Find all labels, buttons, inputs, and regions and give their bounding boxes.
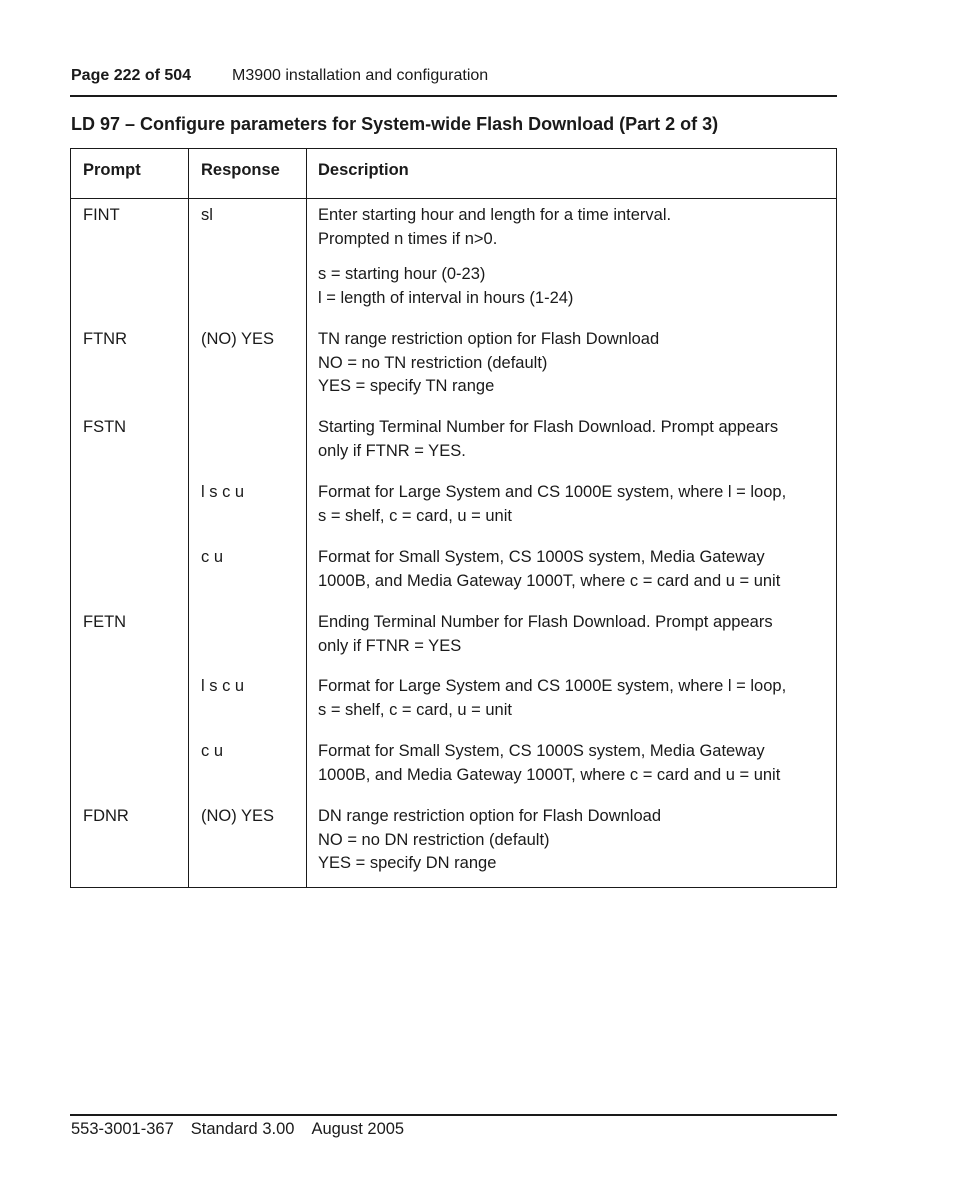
description-line: 1000B, and Media Gateway 1000T, where c = card and u = unit [318,765,781,784]
description-line: s = shelf, c = card, u = unit [318,506,512,525]
table-title: LD 97 – Configure parameters for System-wide Flash Download (Part 2 of 3) [71,114,719,134]
row-response: l s c u [201,483,245,501]
row-description [318,204,671,251]
row-description [318,416,778,463]
column-header-description: Description [318,161,409,179]
description-line: only if FTNR = YES [318,636,462,655]
row-prompt: FINT [83,206,120,224]
row-description [318,611,773,658]
description-line: Format for Small System, CS 1000S system, Media Gateway [318,548,765,566]
row-response: (NO) YES [201,807,275,825]
row-response: c u [201,548,224,566]
column-header-response: Response [201,161,280,179]
footer-divider [70,1114,837,1116]
column-header-prompt: Prompt [83,161,141,179]
description-line: Format for Small System, CS 1000S system, Media Gateway [318,742,765,760]
description-line: DN range restriction option for Flash Download [318,807,661,825]
row-response: c u [201,742,224,760]
description-line: only if FTNR = YES. [318,441,466,460]
row-prompt: FDNR [83,807,129,825]
description-line: YES = specify DN range [318,854,497,872]
row-prompt: FSTN [83,418,127,436]
publication-date: August 2005 [311,1120,405,1138]
row-response: (NO) YES [201,330,275,348]
row-description [318,546,780,593]
description-line: TN range restriction option for Flash Download [318,330,660,348]
description-line: YES = specify TN range [318,377,495,395]
page-footer [71,1118,421,1140]
document-title: M3900 installation and configuration [232,67,489,84]
parameters-table [70,148,837,888]
row-description [318,805,661,876]
document-number: 553-3001-367 [71,1120,174,1138]
standard-version: Standard 3.00 [190,1120,295,1138]
row-response: sl [201,206,213,224]
row-description [318,740,780,787]
description-line: 1000B, and Media Gateway 1000T, where c = card and u = unit [318,571,781,590]
description-line: Enter starting hour and length for a time interval. [318,206,672,224]
row-description [318,675,786,722]
row-prompt: FTNR [83,330,127,348]
description-line: s = shelf, c = card, u = unit [318,700,512,719]
row-description [318,328,659,399]
description-line: Starting Terminal Number for Flash Download. Prompt appears [318,418,779,436]
description-line: Format for Large System and CS 1000E system, where l = loop, [318,677,787,695]
header-row-divider [71,198,836,199]
description-line: Format for Large System and CS 1000E system, where l = loop, [318,483,787,501]
row-description [318,481,786,528]
header-divider [70,95,837,97]
description-line: s = starting hour (0-23) [318,265,486,283]
row-response: l s c u [201,677,245,695]
description-line: l = length of interval in hours (1-24) [318,288,574,307]
description-line: Ending Terminal Number for Flash Download. Prompt appears [318,613,773,631]
row-prompt: FETN [83,613,127,631]
column-divider [188,149,189,887]
description-line: NO = no TN restriction (default) [318,353,548,372]
description-line: Prompted n times if n>0. [318,229,498,248]
page-number: Page 222 of 504 [71,67,192,84]
column-divider [306,149,307,887]
description-line: NO = no DN restriction (default) [318,830,550,849]
row-description [318,263,573,310]
page-header [71,66,488,86]
